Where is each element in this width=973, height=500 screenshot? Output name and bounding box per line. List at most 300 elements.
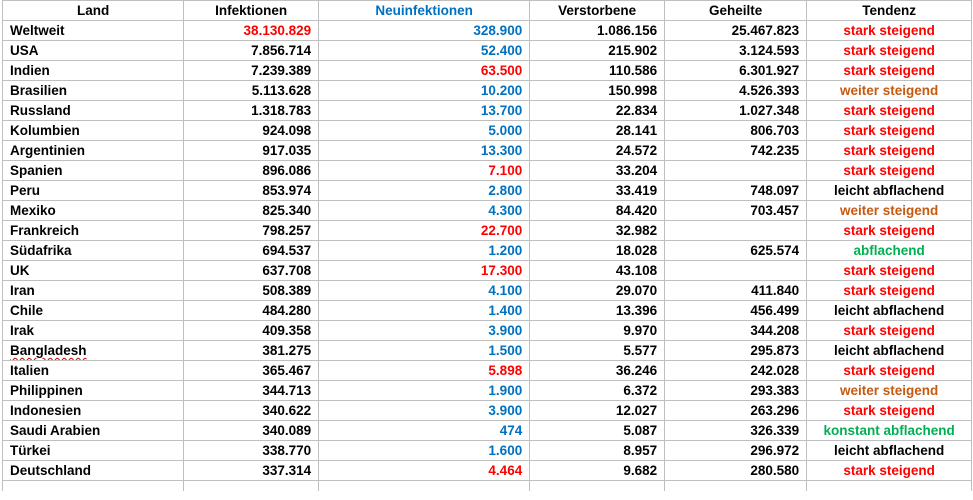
deaths-cell [530, 41, 665, 61]
recovered-cell [665, 321, 807, 341]
country-cell-text: Argentinien [10, 143, 86, 158]
infections-cell-text: 340.089 [262, 423, 312, 438]
trend-cell-text: stark steigend [843, 163, 935, 178]
new-infections-cell-text: 10.200 [480, 83, 523, 98]
recovered-cell-text: 25.467.823 [731, 23, 800, 38]
recovered-cell [665, 381, 807, 401]
trend-cell-text: weiter steigend [839, 203, 939, 218]
recovered-cell [665, 361, 807, 381]
new-infections-cell-text: 17.300 [480, 263, 523, 278]
table-row [3, 141, 972, 161]
country-cell [3, 141, 184, 161]
infections-cell-text: 344.713 [262, 383, 312, 398]
trend-cell [807, 121, 972, 141]
infections-cell [184, 201, 319, 221]
recovered-cell-text: 3.124.593 [739, 43, 800, 58]
deaths-cell-text: 33.419 [615, 183, 658, 198]
country-cell-text: UK [10, 263, 30, 278]
new-infections-cell [319, 261, 530, 281]
new-infections-cell [319, 301, 530, 321]
trend-cell-text: weiter steigend [839, 83, 939, 98]
infections-cell [184, 261, 319, 281]
infections-cell [184, 301, 319, 321]
country-cell [3, 361, 184, 381]
infections-cell-text: 337.314 [262, 463, 312, 478]
deaths-cell-text: 9.682 [623, 463, 658, 478]
deaths-cell-text: 12.027 [615, 403, 658, 418]
deaths-cell [530, 101, 665, 121]
infections-cell-text: 637.708 [262, 263, 312, 278]
country-cell [3, 161, 184, 181]
country-cell-text: USA [10, 43, 39, 58]
trend-cell-text: stark steigend [843, 143, 935, 158]
column-header-geheilte: Geheilte [665, 1, 807, 21]
infections-cell [184, 81, 319, 101]
table-row [3, 301, 972, 321]
deaths-cell [530, 201, 665, 221]
infections-cell-text: 896.086 [262, 163, 312, 178]
trend-cell [807, 41, 972, 61]
country-cell-text: Türkei [10, 443, 51, 458]
new-infections-cell [319, 101, 530, 121]
column-header-infektionen: Infektionen [184, 1, 319, 21]
country-cell [3, 181, 184, 201]
infections-cell-text: 508.389 [262, 283, 312, 298]
infections-cell [184, 461, 319, 481]
infections-cell-text: 825.340 [262, 203, 312, 218]
country-cell-text: Brasilien [10, 83, 68, 98]
country-cell-text: Iran [10, 283, 35, 298]
infections-cell-text: 798.257 [262, 223, 312, 238]
deaths-cell-text: 84.420 [615, 203, 658, 218]
recovered-cell-text: 411.840 [751, 283, 800, 298]
empty-cell [319, 481, 530, 492]
new-infections-cell-text: 4.300 [488, 203, 523, 218]
trend-cell-text: leicht abflachend [833, 303, 945, 318]
recovered-cell [665, 341, 807, 361]
recovered-cell [665, 461, 807, 481]
trend-cell-text: stark steigend [843, 103, 935, 118]
infections-cell-text: 5.113.628 [251, 83, 312, 98]
recovered-cell [665, 141, 807, 161]
new-infections-cell [319, 141, 530, 161]
deaths-cell [530, 141, 665, 161]
trend-cell [807, 201, 972, 221]
recovered-cell [665, 41, 807, 61]
recovered-cell [665, 441, 807, 461]
infections-cell-text: 365.467 [262, 363, 312, 378]
deaths-cell-text: 13.396 [615, 303, 658, 318]
country-cell [3, 41, 184, 61]
recovered-cell [665, 401, 807, 421]
country-cell [3, 261, 184, 281]
trend-cell [807, 261, 972, 281]
table-row [3, 161, 972, 181]
new-infections-cell-text: 13.300 [480, 143, 523, 158]
country-cell-text: Spanien [10, 163, 63, 178]
infections-cell-text: 381.275 [262, 343, 312, 358]
deaths-cell-text: 8.957 [623, 443, 658, 458]
infections-cell [184, 41, 319, 61]
table-row [3, 461, 972, 481]
deaths-cell [530, 461, 665, 481]
new-infections-cell [319, 41, 530, 61]
trend-cell-text: stark steigend [843, 263, 935, 278]
deaths-cell-text: 5.577 [623, 343, 658, 358]
trend-cell [807, 401, 972, 421]
country-cell [3, 321, 184, 341]
empty-cell [665, 481, 807, 492]
country-cell [3, 121, 184, 141]
table-row [3, 121, 972, 141]
deaths-cell-text: 32.982 [615, 223, 658, 238]
country-cell [3, 401, 184, 421]
empty-cell [807, 481, 972, 492]
trend-cell-text: abflachend [853, 243, 925, 258]
recovered-cell [665, 281, 807, 301]
new-infections-cell-text: 1.200 [488, 243, 523, 258]
recovered-cell-text: 263.296 [750, 403, 800, 418]
trend-cell-text: stark steigend [843, 283, 935, 298]
new-infections-cell [319, 161, 530, 181]
deaths-cell [530, 81, 665, 101]
infections-cell [184, 221, 319, 241]
trend-cell-text: leicht abflachend [833, 443, 945, 458]
infections-cell [184, 141, 319, 161]
country-cell-text: Kolumbien [10, 123, 80, 138]
table-row [3, 41, 972, 61]
infections-cell-text: 694.537 [262, 243, 312, 258]
country-cell [3, 201, 184, 221]
recovered-cell [665, 221, 807, 241]
trend-cell [807, 241, 972, 261]
table-row [3, 21, 972, 41]
infections-cell-text: 853.974 [262, 183, 312, 198]
country-cell-text: Philippinen [10, 383, 83, 398]
trend-cell-text: stark steigend [843, 363, 935, 378]
deaths-cell-text: 110.586 [609, 63, 658, 78]
deaths-cell [530, 321, 665, 341]
trend-cell [807, 321, 972, 341]
recovered-cell-text: 748.097 [750, 183, 800, 198]
new-infections-cell [319, 181, 530, 201]
new-infections-cell-text: 5.898 [488, 363, 523, 378]
new-infections-cell [319, 61, 530, 81]
infections-cell [184, 361, 319, 381]
country-cell-text: Peru [10, 183, 41, 198]
table-body [3, 21, 972, 492]
infections-cell [184, 101, 319, 121]
recovered-cell-text: 344.208 [750, 323, 800, 338]
infections-cell [184, 341, 319, 361]
trend-cell-text: leicht abflachend [833, 183, 945, 198]
trend-cell-text: stark steigend [843, 43, 935, 58]
new-infections-cell [319, 321, 530, 341]
deaths-cell [530, 21, 665, 41]
new-infections-cell-text: 13.700 [480, 103, 523, 118]
table-row [3, 201, 972, 221]
deaths-cell-text: 215.902 [608, 43, 658, 58]
deaths-cell-text: 28.141 [615, 123, 658, 138]
deaths-cell-text: 33.204 [615, 163, 658, 178]
empty-cell [184, 481, 319, 492]
covid-statistics-table [2, 0, 972, 491]
recovered-cell-text: 296.972 [750, 443, 800, 458]
trend-cell-text: stark steigend [843, 63, 935, 78]
deaths-cell [530, 401, 665, 421]
country-cell-text: Saudi Arabien [10, 423, 101, 438]
infections-cell [184, 381, 319, 401]
country-cell [3, 441, 184, 461]
deaths-cell-text: 1.086.156 [597, 23, 658, 38]
recovered-cell [665, 101, 807, 121]
recovered-cell-text: 242.028 [750, 363, 800, 378]
header-row [3, 1, 972, 21]
deaths-cell-text: 18.028 [615, 243, 658, 258]
country-cell [3, 301, 184, 321]
country-cell [3, 21, 184, 41]
deaths-cell-text: 150.998 [608, 83, 658, 98]
country-cell-text: Südafrika [10, 243, 72, 258]
deaths-cell [530, 421, 665, 441]
new-infections-cell [319, 381, 530, 401]
table-row [3, 421, 972, 441]
table-row [3, 361, 972, 381]
deaths-cell [530, 281, 665, 301]
table-row [3, 341, 972, 361]
recovered-cell-text: 280.580 [750, 463, 800, 478]
deaths-cell [530, 61, 665, 81]
trend-cell [807, 81, 972, 101]
recovered-cell [665, 241, 807, 261]
country-cell [3, 281, 184, 301]
new-infections-cell-text: 3.900 [488, 403, 523, 418]
empty-cell [3, 481, 184, 492]
deaths-cell-text: 5.087 [623, 423, 658, 438]
recovered-cell-text: 625.574 [750, 243, 800, 258]
country-cell-text: Mexiko [10, 203, 56, 218]
recovered-cell [665, 161, 807, 181]
trend-cell-text: weiter steigend [839, 383, 939, 398]
deaths-cell-text: 22.834 [615, 103, 658, 118]
infections-cell [184, 241, 319, 261]
country-cell-text: Italien [10, 363, 50, 378]
new-infections-cell [319, 421, 530, 441]
recovered-cell-text: 456.499 [750, 303, 800, 318]
infections-cell-text: 338.770 [262, 443, 312, 458]
deaths-cell [530, 121, 665, 141]
new-infections-cell-text: 474 [499, 423, 523, 438]
column-header-land: Land [3, 1, 184, 21]
country-cell-text: Chile [10, 303, 44, 318]
country-cell-text: Indien [10, 63, 50, 78]
new-infections-cell-text: 328.900 [473, 23, 523, 38]
country-cell [3, 421, 184, 441]
new-infections-cell [319, 121, 530, 141]
table-row [3, 181, 972, 201]
trend-cell [807, 101, 972, 121]
deaths-cell [530, 441, 665, 461]
trend-cell-text: stark steigend [843, 463, 935, 478]
trend-cell [807, 301, 972, 321]
infections-cell-text: 484.280 [262, 303, 312, 318]
trend-cell [807, 21, 972, 41]
trend-cell [807, 341, 972, 361]
recovered-cell-text: 742.235 [750, 143, 800, 158]
trend-cell-text: stark steigend [843, 223, 935, 238]
new-infections-cell-text: 7.100 [488, 163, 523, 178]
new-infections-cell [319, 201, 530, 221]
infections-cell-text: 917.035 [262, 143, 312, 158]
new-infections-cell [319, 341, 530, 361]
recovered-cell-text: 326.339 [750, 423, 800, 438]
infections-cell-text: 409.358 [262, 323, 312, 338]
new-infections-cell [319, 441, 530, 461]
table-row [3, 281, 972, 301]
deaths-cell-text: 29.070 [615, 283, 658, 298]
trend-cell-text: stark steigend [843, 123, 935, 138]
deaths-cell-text: 43.108 [615, 263, 658, 278]
recovered-cell [665, 81, 807, 101]
trend-cell [807, 421, 972, 441]
new-infections-cell-text: 4.100 [488, 283, 523, 298]
trend-cell-text: leicht abflachend [833, 343, 945, 358]
deaths-cell [530, 361, 665, 381]
infections-cell [184, 441, 319, 461]
trend-cell-text: konstant abflachend [823, 423, 955, 438]
recovered-cell [665, 61, 807, 81]
deaths-cell [530, 301, 665, 321]
infections-cell [184, 181, 319, 201]
recovered-cell [665, 21, 807, 41]
infections-cell [184, 321, 319, 341]
deaths-cell [530, 261, 665, 281]
deaths-cell [530, 221, 665, 241]
recovered-cell [665, 201, 807, 221]
new-infections-cell [319, 241, 530, 261]
deaths-cell [530, 381, 665, 401]
column-header-tendenz: Tendenz [807, 1, 972, 21]
new-infections-cell-text: 52.400 [480, 43, 523, 58]
country-cell [3, 381, 184, 401]
country-cell-text: Russland [10, 103, 71, 118]
country-cell [3, 81, 184, 101]
country-cell-text: Deutschland [10, 463, 92, 478]
recovered-cell-text: 806.703 [750, 123, 800, 138]
infections-cell [184, 401, 319, 421]
deaths-cell-text: 24.572 [615, 143, 658, 158]
new-infections-cell-text: 63.500 [480, 63, 523, 78]
deaths-cell [530, 181, 665, 201]
new-infections-cell [319, 281, 530, 301]
deaths-cell-text: 36.246 [615, 363, 658, 378]
trend-cell [807, 181, 972, 201]
deaths-cell-text: 6.372 [623, 383, 658, 398]
table-row [3, 241, 972, 261]
deaths-cell [530, 241, 665, 261]
trend-cell-text: stark steigend [843, 323, 935, 338]
table-row [3, 261, 972, 281]
country-cell [3, 101, 184, 121]
infections-cell-text: 340.622 [262, 403, 312, 418]
new-infections-cell-text: 1.600 [488, 443, 523, 458]
trend-cell [807, 381, 972, 401]
trend-cell [807, 461, 972, 481]
recovered-cell-text: 293.383 [750, 383, 800, 398]
deaths-cell [530, 161, 665, 181]
table-row [3, 401, 972, 421]
new-infections-cell-text: 22.700 [480, 223, 523, 238]
trend-cell [807, 61, 972, 81]
infections-cell-text: 1.318.783 [251, 103, 312, 118]
country-cell [3, 341, 184, 361]
recovered-cell [665, 421, 807, 441]
empty-row [3, 481, 972, 492]
new-infections-cell [319, 221, 530, 241]
new-infections-cell [319, 21, 530, 41]
trend-cell [807, 441, 972, 461]
trend-cell [807, 161, 972, 181]
trend-cell [807, 221, 972, 241]
country-cell-text: Irak [10, 323, 35, 338]
recovered-cell [665, 181, 807, 201]
table-row [3, 321, 972, 341]
recovered-cell-text: 1.027.348 [739, 103, 800, 118]
new-infections-cell-text: 5.000 [488, 123, 523, 138]
trend-cell [807, 361, 972, 381]
new-infections-cell-text: 4.464 [488, 463, 523, 478]
country-cell-text: Weltweit [10, 23, 65, 38]
table-row [3, 221, 972, 241]
new-infections-cell-text: 1.900 [488, 383, 523, 398]
table-row [3, 81, 972, 101]
trend-cell-text: stark steigend [843, 403, 935, 418]
new-infections-cell-text: 2.800 [488, 183, 523, 198]
trend-cell-text: stark steigend [843, 23, 935, 38]
country-cell-text: Bangladesh [10, 343, 87, 358]
table-row [3, 61, 972, 81]
table-row [3, 381, 972, 401]
table-row [3, 101, 972, 121]
new-infections-cell-text: 3.900 [488, 323, 523, 338]
column-header-neuinfektionen: Neuinfektionen [319, 1, 530, 21]
recovered-cell-text: 295.873 [750, 343, 800, 358]
new-infections-cell-text: 1.500 [488, 343, 523, 358]
country-cell-text: Indonesien [10, 403, 82, 418]
recovered-cell-text: 4.526.393 [739, 83, 800, 98]
new-infections-cell [319, 401, 530, 421]
table-row [3, 441, 972, 461]
empty-cell [530, 481, 665, 492]
infections-cell-text: 7.856.714 [251, 43, 312, 58]
country-cell [3, 461, 184, 481]
infections-cell [184, 421, 319, 441]
infections-cell [184, 61, 319, 81]
infections-cell [184, 161, 319, 181]
recovered-cell [665, 261, 807, 281]
new-infections-cell-text: 1.400 [488, 303, 523, 318]
country-cell [3, 241, 184, 261]
new-infections-cell [319, 461, 530, 481]
country-cell-text: Frankreich [10, 223, 80, 238]
deaths-cell-text: 9.970 [623, 323, 658, 338]
column-header-verstorbene: Verstorbene [530, 1, 665, 21]
country-cell [3, 221, 184, 241]
infections-cell-text: 7.239.389 [251, 63, 312, 78]
infections-cell-text: 38.130.829 [243, 23, 312, 38]
recovered-cell-text: 6.301.927 [739, 63, 800, 78]
deaths-cell [530, 341, 665, 361]
